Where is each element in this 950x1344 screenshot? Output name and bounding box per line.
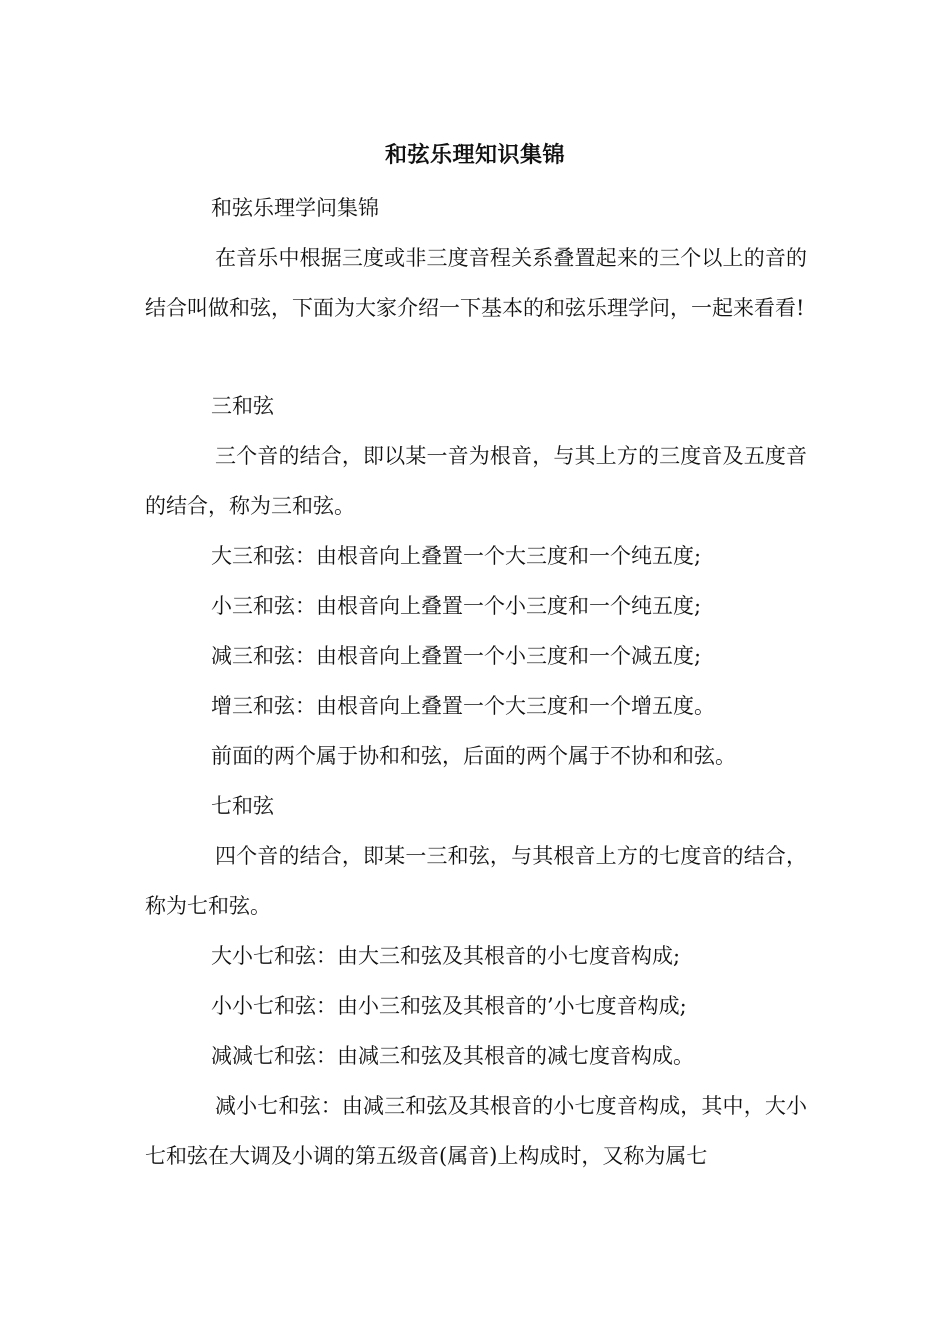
seventh-definition: 四个音的结合，即某一三和弦，与其根音上方的七度音的结合，称为七和弦。	[145, 844, 807, 918]
seventh-item-major-minor: 大小七和弦：由大三和弦及其根音的小七度音构成;	[211, 944, 681, 968]
seventh-item-minor-minor: 小小七和弦：由小三和弦及其根音的’小七度音构成;	[211, 994, 687, 1018]
seventh-item-diminished-diminished: 减减七和弦：由减三和弦及其根音的减七度音构成。	[211, 1044, 694, 1068]
seventh-last-paragraph: 减小七和弦：由减三和弦及其根音的小七度音构成，其中，大小七和弦在大调及小调的第五级音(属音)上构成时，又称为属七	[145, 1094, 807, 1168]
triad-definition: 三个音的结合，即以某一音为根音，与其上方的三度音及五度音的结合，称为三和弦。	[145, 444, 807, 518]
document-body	[145, 183, 807, 1181]
triad-item-major: 大三和弦：由根音向上叠置一个大三度和一个纯五度;	[211, 544, 702, 568]
seventh-heading: 七和弦	[211, 794, 274, 818]
triad-heading: 三和弦	[211, 394, 274, 418]
triad-note: 前面的两个属于协和和弦，后面的两个属于不协和和弦。	[211, 744, 736, 768]
triad-item-minor: 小三和弦：由根音向上叠置一个小三度和一个纯五度;	[211, 594, 702, 618]
triad-item-diminished: 减三和弦：由根音向上叠置一个小三度和一个减五度;	[211, 644, 702, 668]
subtitle-paragraph: 和弦乐理学问集锦	[211, 196, 379, 220]
paragraph-spacer	[145, 333, 807, 381]
triad-item-augmented: 增三和弦：由根音向上叠置一个大三度和一个增五度。	[211, 694, 715, 718]
document-title: 和弦乐理知识集锦	[384, 142, 565, 168]
intro-paragraph: 在音乐中根据三度或非三度音程关系叠置起来的三个以上的音的结合叫做和弦，下面为大家介绍一下基本的和弦乐理学问，一起来看看!	[145, 246, 807, 320]
